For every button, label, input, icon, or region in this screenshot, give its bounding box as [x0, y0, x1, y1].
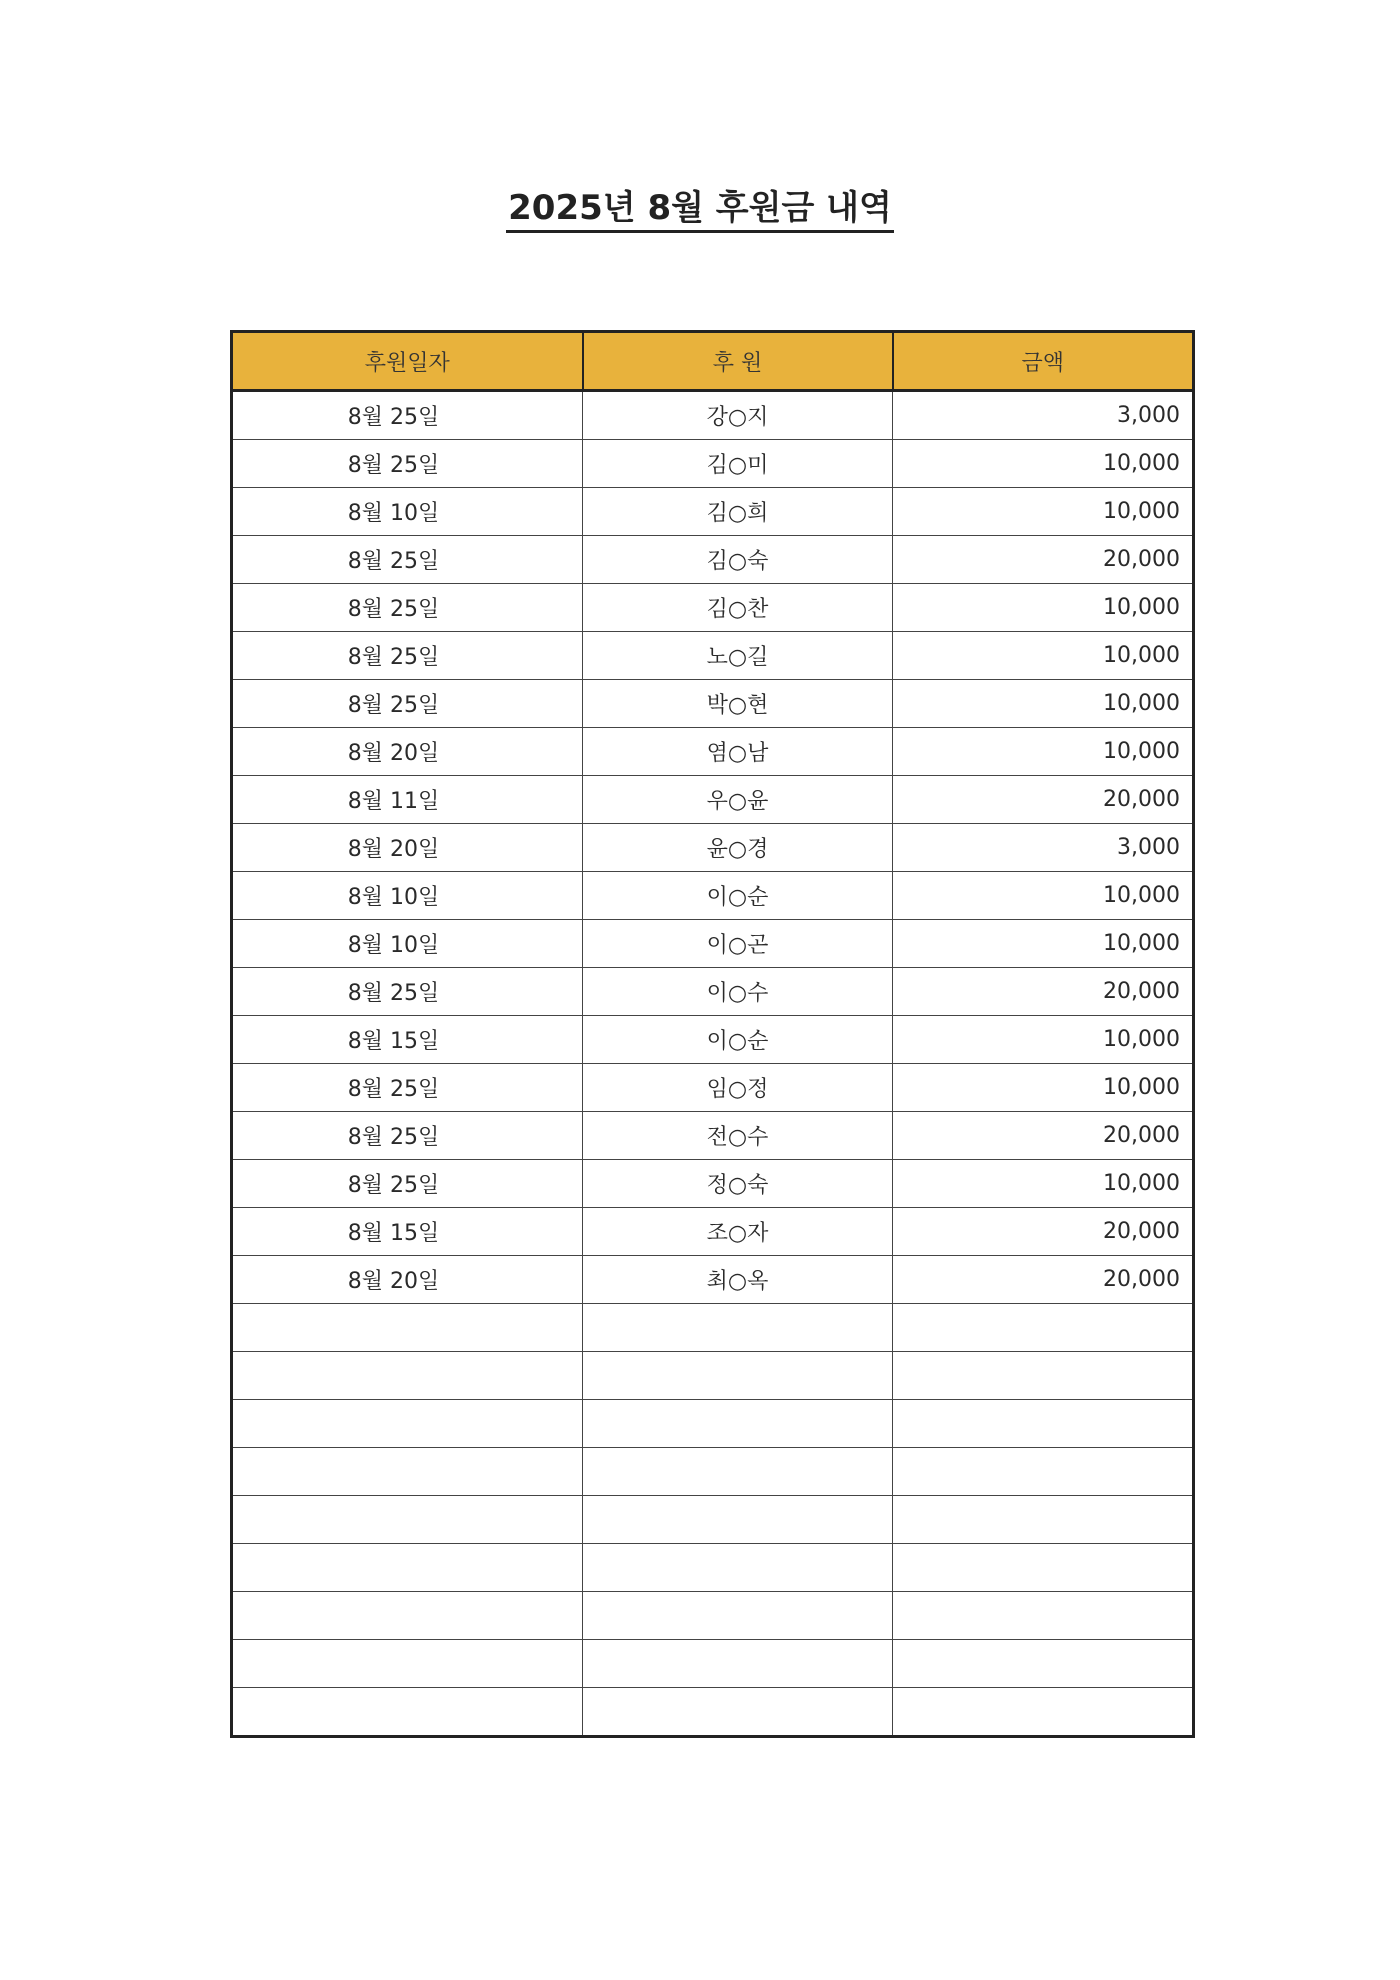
cell-date: 8월 10일: [232, 488, 583, 536]
empty-table-row: [232, 1496, 1194, 1544]
cell-amount: 10,000: [893, 920, 1194, 968]
table-row: [232, 776, 1194, 824]
empty-table-row: [232, 1688, 1194, 1737]
table-row: [232, 632, 1194, 680]
table-row: [232, 440, 1194, 488]
cell-donor: 윤○경: [583, 824, 893, 872]
cell-donor: 김○희: [583, 488, 893, 536]
cell-date: 8월 25일: [232, 440, 583, 488]
cell-amount: 10,000: [893, 584, 1194, 632]
table-row: [232, 584, 1194, 632]
cell-date: 8월 10일: [232, 872, 583, 920]
cell-amount: [893, 1592, 1194, 1640]
cell-donor: [583, 1400, 893, 1448]
cell-date: 8월 15일: [232, 1016, 583, 1064]
table-body: [232, 391, 1194, 1737]
cell-amount: [893, 1544, 1194, 1592]
cell-donor: 이○수: [583, 968, 893, 1016]
cell-amount: [893, 1640, 1194, 1688]
cell-donor: 조○자: [583, 1208, 893, 1256]
cell-date: [232, 1352, 583, 1400]
empty-table-row: [232, 1544, 1194, 1592]
cell-date: 8월 25일: [232, 680, 583, 728]
empty-table-row: [232, 1304, 1194, 1352]
table-row: [232, 968, 1194, 1016]
cell-amount: 10,000: [893, 872, 1194, 920]
cell-amount: 10,000: [893, 728, 1194, 776]
cell-date: 8월 25일: [232, 1112, 583, 1160]
cell-date: 8월 25일: [232, 584, 583, 632]
cell-donor: 김○찬: [583, 584, 893, 632]
cell-donor: 노○길: [583, 632, 893, 680]
cell-date: 8월 25일: [232, 632, 583, 680]
cell-donor: 강○지: [583, 391, 893, 440]
table-row: [232, 391, 1194, 440]
donation-table: [230, 330, 1195, 1738]
empty-table-row: [232, 1448, 1194, 1496]
donation-table-container: [230, 330, 1192, 1738]
cell-donor: 임○정: [583, 1064, 893, 1112]
cell-amount: 10,000: [893, 1160, 1194, 1208]
table-row: [232, 1208, 1194, 1256]
cell-date: 8월 10일: [232, 920, 583, 968]
cell-amount: 10,000: [893, 680, 1194, 728]
cell-amount: [893, 1352, 1194, 1400]
cell-amount: 10,000: [893, 440, 1194, 488]
page-title: [0, 188, 1400, 233]
table-header-row: [232, 332, 1194, 391]
cell-donor: [583, 1640, 893, 1688]
cell-date: [232, 1640, 583, 1688]
header-amount: 금액: [893, 332, 1194, 391]
cell-amount: [893, 1688, 1194, 1737]
cell-donor: 전○수: [583, 1112, 893, 1160]
cell-amount: [893, 1304, 1194, 1352]
cell-donor: 이○곤: [583, 920, 893, 968]
cell-donor: [583, 1448, 893, 1496]
cell-amount: 20,000: [893, 536, 1194, 584]
empty-table-row: [232, 1592, 1194, 1640]
table-row: [232, 1016, 1194, 1064]
cell-amount: [893, 1496, 1194, 1544]
table-row: [232, 824, 1194, 872]
cell-amount: [893, 1400, 1194, 1448]
header-date: 후원일자: [232, 332, 583, 391]
table-row: [232, 920, 1194, 968]
cell-date: [232, 1544, 583, 1592]
page-title-text: 2025년 8월 후원금 내역: [506, 188, 894, 233]
cell-donor: [583, 1688, 893, 1737]
cell-donor: [583, 1592, 893, 1640]
table-row: [232, 488, 1194, 536]
cell-date: 8월 25일: [232, 1064, 583, 1112]
cell-date: [232, 1592, 583, 1640]
cell-donor: 김○미: [583, 440, 893, 488]
cell-date: 8월 20일: [232, 728, 583, 776]
cell-date: [232, 1448, 583, 1496]
table-row: [232, 1112, 1194, 1160]
cell-donor: 이○순: [583, 872, 893, 920]
cell-donor: 박○현: [583, 680, 893, 728]
cell-donor: [583, 1304, 893, 1352]
cell-date: 8월 25일: [232, 968, 583, 1016]
cell-date: 8월 25일: [232, 536, 583, 584]
cell-donor: 우○윤: [583, 776, 893, 824]
table-row: [232, 872, 1194, 920]
cell-date: 8월 15일: [232, 1208, 583, 1256]
cell-amount: 10,000: [893, 1064, 1194, 1112]
cell-amount: 10,000: [893, 488, 1194, 536]
empty-table-row: [232, 1640, 1194, 1688]
cell-date: [232, 1304, 583, 1352]
cell-date: 8월 25일: [232, 391, 583, 440]
cell-date: [232, 1400, 583, 1448]
empty-table-row: [232, 1352, 1194, 1400]
cell-date: 8월 20일: [232, 1256, 583, 1304]
cell-donor: 정○숙: [583, 1160, 893, 1208]
cell-amount: 20,000: [893, 968, 1194, 1016]
cell-donor: [583, 1544, 893, 1592]
cell-amount: 20,000: [893, 1208, 1194, 1256]
cell-donor: 염○남: [583, 728, 893, 776]
cell-amount: 20,000: [893, 1256, 1194, 1304]
cell-amount: 20,000: [893, 776, 1194, 824]
empty-table-row: [232, 1400, 1194, 1448]
cell-donor: [583, 1496, 893, 1544]
cell-date: 8월 20일: [232, 824, 583, 872]
cell-date: 8월 11일: [232, 776, 583, 824]
cell-donor: 이○순: [583, 1016, 893, 1064]
cell-date: [232, 1496, 583, 1544]
table-row: [232, 1256, 1194, 1304]
table-row: [232, 536, 1194, 584]
header-donor: 후 원: [583, 332, 893, 391]
cell-donor: [583, 1352, 893, 1400]
cell-date: [232, 1688, 583, 1737]
cell-amount: [893, 1448, 1194, 1496]
cell-amount: 10,000: [893, 632, 1194, 680]
cell-amount: 3,000: [893, 824, 1194, 872]
cell-date: 8월 25일: [232, 1160, 583, 1208]
cell-donor: 최○옥: [583, 1256, 893, 1304]
table-row: [232, 1160, 1194, 1208]
table-row: [232, 1064, 1194, 1112]
cell-donor: 김○숙: [583, 536, 893, 584]
table-row: [232, 728, 1194, 776]
cell-amount: 10,000: [893, 1016, 1194, 1064]
cell-amount: 20,000: [893, 1112, 1194, 1160]
table-row: [232, 680, 1194, 728]
cell-amount: 3,000: [893, 391, 1194, 440]
